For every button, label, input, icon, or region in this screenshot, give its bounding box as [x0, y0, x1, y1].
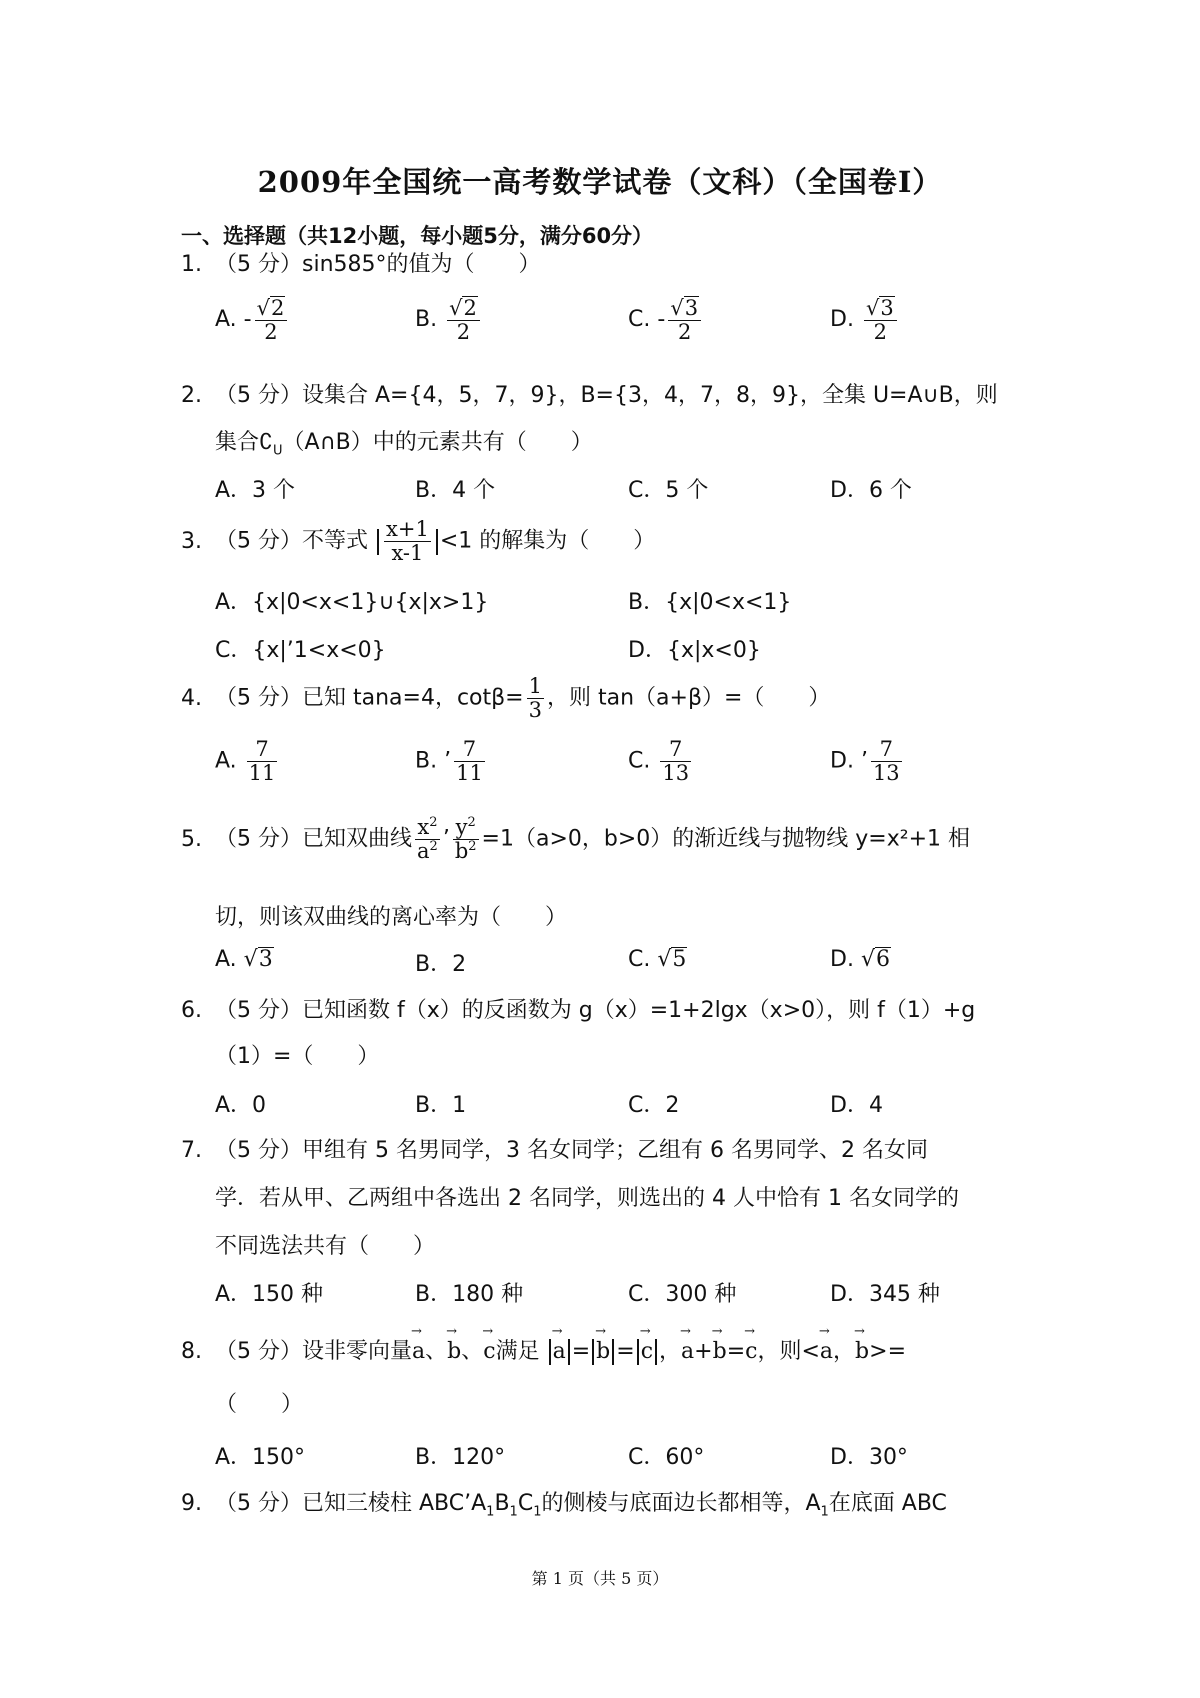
- q6-option-a: A．0: [215, 1093, 267, 1118]
- question-7: 7. （5 分）甲组有 5 名男同学，3 名女同学；乙组有 6 名男同学、2 名女同: [181, 1138, 928, 1163]
- page-title: 2009年全国统一高考数学试卷（文科）（全国卷Ⅰ）: [257, 165, 943, 199]
- q6-option-b: B．1: [415, 1093, 467, 1118]
- question-8: 8. （5 分）设非零向量→ a、→ b、→ c满足 → a =→ b =→ c ，→ a+→ b=→ c，则<→ a，→ b>=: [181, 1334, 906, 1365]
- q6-option-d: D．4: [830, 1093, 883, 1118]
- q8-option-b: B．120°: [415, 1445, 506, 1470]
- question-2-cont: 集合$∁_U(A\cap B)$中的元素共有（ ）: [215, 430, 593, 459]
- q5-option-c: C. √5: [628, 947, 687, 972]
- q1-option-a: A. - $\frac{√2}{2}$: [215, 296, 290, 344]
- q7-option-b: B．180 种: [415, 1282, 524, 1307]
- question-8-cont: （ ）: [215, 1392, 304, 1417]
- q7-option-d: D．345 种: [830, 1282, 940, 1307]
- q3-option-a: A．{x|0<x<1}∪{x|x>1}: [215, 590, 489, 615]
- question-5: 5. （5 分）已知双曲线 $\frac{x^2}{a^2}$ ’ $\frac{y^2}{b^2}$ =1（a>0，b>0）的渐近线与抛物线 y=x²+1 相: [181, 815, 970, 864]
- q8-option-a: A．150°: [215, 1445, 306, 1470]
- q5-option-d: D. √6: [830, 947, 890, 972]
- question-6: 6. （5 分）已知函数 f（x）的反函数为 g（x）=1+2lgx（x>0），则 f（1）+g: [181, 998, 976, 1023]
- q3-option-d: D．{x|x<0}: [628, 638, 761, 663]
- q2-option-c: C．5 个: [628, 478, 709, 503]
- question-2: 2. （5 分）设集合 A={4，5，7，9}，B={3，4，7，8，9}，全集 U=A∪B，则: [181, 383, 998, 408]
- question-3: 3. （5 分）不等式 $\frac{x+1}{x-1}$ <1 的解集为（ ）: [181, 517, 656, 566]
- question-1: 1. （5 分）sin585°的值为（ ）: [181, 252, 541, 277]
- q2-option-a: A．3 个: [215, 478, 296, 503]
- q2-option-d: D．6 个: [830, 478, 912, 503]
- question-4: 4. （5 分）已知 tana=4，cotβ= $\frac{1}{3}$ ，则 tan（a+β）=（ ）: [181, 674, 831, 723]
- q6-option-c: C．2: [628, 1093, 680, 1118]
- page-footer: 第 1 页（共 5 页）: [531, 1569, 669, 1588]
- q5-option-a: A. √3: [215, 947, 273, 972]
- q1-option-d: D. $\frac{√3}{2}$: [830, 296, 900, 344]
- q8-option-c: C．60°: [628, 1445, 705, 1470]
- q3-option-b: B．{x|0<x<1}: [628, 590, 792, 615]
- q8-option-d: D．30°: [830, 1445, 908, 1470]
- q7-option-c: C．300 种: [628, 1282, 737, 1307]
- q7-option-a: A．150 种: [215, 1282, 324, 1307]
- question-7-cont-1: 学．若从甲、乙两组中各选出 2 名同学，则选出的 4 人中恰有 1 名女同学的: [215, 1186, 959, 1211]
- q5-option-b: B．2: [415, 952, 467, 977]
- q1-option-c: C. - $\frac{√3}{2}$: [628, 296, 704, 344]
- q4-option-b: B. ’ $\frac{7}{11}$: [415, 737, 483, 786]
- question-6-cont: （1）=（ ）: [215, 1044, 380, 1069]
- q1-option-b: B. $\frac{√2}{2}$: [415, 296, 483, 344]
- section-heading: 一、选择题（共12小题，每小题5分，满分60分）: [181, 224, 654, 248]
- question-5-cont: 切，则该双曲线的离心率为（ ）: [215, 905, 568, 930]
- q3-option-c: C．{x|’1<x<0}: [215, 638, 386, 663]
- q4-option-d: D. ’ $\frac{7}{13}$: [830, 737, 900, 786]
- question-9: 9. （5 分）已知三棱柱 $ABC’A_1B_1C_1$的侧棱与底面边长都相等，$A_1$在底面 ABC: [181, 1491, 947, 1520]
- q4-option-c: C. $\frac{7}{13}$: [628, 737, 690, 786]
- q4-option-a: A. $\frac{7}{11}$: [215, 737, 276, 786]
- question-7-cont-2: 不同选法共有（ ）: [215, 1234, 436, 1259]
- q2-option-b: B．4 个: [415, 478, 496, 503]
